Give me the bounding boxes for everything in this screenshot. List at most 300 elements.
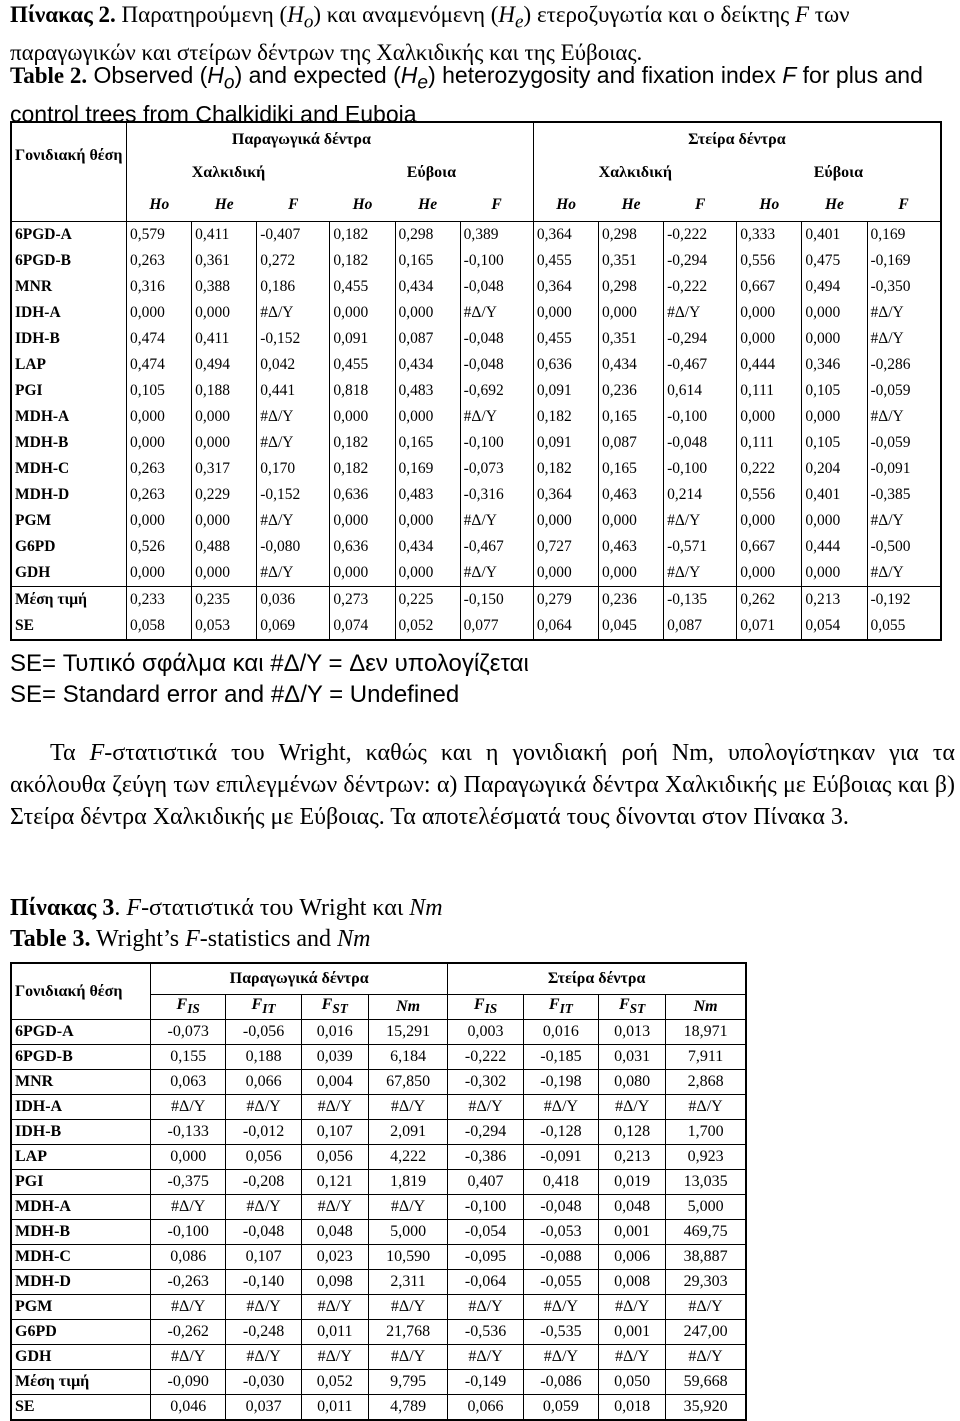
value-cell: 0,155 xyxy=(151,1045,226,1070)
value-cell: 0,000 xyxy=(330,404,395,430)
value-cell: 0,000 xyxy=(598,300,663,326)
value-cell: 247,00 xyxy=(666,1320,746,1345)
value-cell: -0,073 xyxy=(151,1020,226,1045)
value-cell: 0,000 xyxy=(737,560,802,587)
stat-header: He xyxy=(824,196,844,213)
value-cell: 1,819 xyxy=(368,1170,448,1195)
value-cell: -0,073 xyxy=(460,456,533,482)
locus-cell: SE xyxy=(11,613,127,640)
value-cell: -0,222 xyxy=(448,1045,523,1070)
value-cell: #Δ/Y xyxy=(664,300,737,326)
stat-subscript: IS xyxy=(484,1001,498,1017)
value-cell: 0,087 xyxy=(395,326,460,352)
value-cell: 0,058 xyxy=(127,613,192,640)
value-cell: #Δ/Y xyxy=(257,300,330,326)
value-cell: -0,135 xyxy=(664,587,737,614)
value-cell: -0,152 xyxy=(257,482,330,508)
value-cell: -0,198 xyxy=(523,1070,598,1095)
value-cell: #Δ/Y xyxy=(666,1095,746,1120)
locus-cell: 6PGD-A xyxy=(11,222,127,249)
value-cell: -0,150 xyxy=(460,587,533,614)
value-cell: 0,000 xyxy=(127,300,192,326)
value-cell: 0,351 xyxy=(598,248,663,274)
table3-header-group-row xyxy=(11,963,746,995)
value-cell: 0,001 xyxy=(599,1220,666,1245)
table-row xyxy=(11,1295,746,1320)
value-cell: 0,165 xyxy=(598,404,663,430)
value-cell: 0,455 xyxy=(533,326,598,352)
value-cell: 18,971 xyxy=(666,1020,746,1045)
table-row xyxy=(11,1070,746,1095)
value-cell: -0,192 xyxy=(867,587,941,614)
value-cell: 0,263 xyxy=(127,456,192,482)
caption-label: Πίνακας 2. xyxy=(10,2,116,27)
value-cell: 0,001 xyxy=(599,1320,666,1345)
group-control-header: Στείρα δέντρα xyxy=(448,963,746,995)
value-cell: 0,054 xyxy=(802,613,867,640)
value-cell: 0,000 xyxy=(330,300,395,326)
table-row xyxy=(11,1195,746,1220)
value-cell: -0,048 xyxy=(523,1195,598,1220)
value-cell: 0,441 xyxy=(257,378,330,404)
value-cell: 0,667 xyxy=(737,534,802,560)
table-row xyxy=(11,1120,746,1145)
value-cell: 0,052 xyxy=(395,613,460,640)
stat-symbol: F xyxy=(176,996,188,1014)
value-cell: 0,434 xyxy=(395,274,460,300)
corner-header: Γονιδιακή θέση xyxy=(11,122,127,189)
value-cell: 0,011 xyxy=(301,1320,368,1345)
table-row xyxy=(11,378,941,404)
locus-cell: 6PGD-B xyxy=(11,248,127,274)
table2-caption-greek: Πίνακας 2. Παρατηρούμενη $(H_o)$ και αναμενόμενη $(H_e)$ ετεροζυγωτία και ο δείκτης F των παραγωγικών και στείρων δέντρων της Χαλκιδικής και της Εύβοιας. xyxy=(10,2,850,65)
value-cell: -0,064 xyxy=(448,1270,523,1295)
value-cell: -0,248 xyxy=(226,1320,301,1345)
value-cell: 0,000 xyxy=(598,508,663,534)
stat-header: F xyxy=(491,196,502,213)
value-cell: 0,165 xyxy=(598,456,663,482)
table2-caption-english: Table 2. Observed $(H_o)$ and expected $(H_e)$ heterozygosity and fixation index F for plus and control trees from Chalkidiki and Euboia xyxy=(10,62,923,127)
value-cell: -0,048 xyxy=(460,274,533,300)
value-cell: 0,000 xyxy=(802,300,867,326)
stat-symbol: F xyxy=(473,996,485,1014)
value-cell: 0,186 xyxy=(257,274,330,300)
table-row xyxy=(11,1320,746,1345)
value-cell: 6,184 xyxy=(368,1045,448,1070)
value-cell: 0,636 xyxy=(330,482,395,508)
value-cell: 0,346 xyxy=(802,352,867,378)
table-row xyxy=(11,352,941,378)
value-cell: 0,556 xyxy=(737,482,802,508)
value-cell: -0,350 xyxy=(867,274,941,300)
value-cell: -0,054 xyxy=(448,1220,523,1245)
value-cell: 38,887 xyxy=(666,1245,746,1270)
value-cell: #Δ/Y xyxy=(368,1345,448,1370)
value-cell: 0,214 xyxy=(664,482,737,508)
value-cell: 0,667 xyxy=(737,274,802,300)
value-cell: 0,364 xyxy=(533,274,598,300)
value-cell: 0,000 xyxy=(127,560,192,587)
value-cell: -0,536 xyxy=(448,1320,523,1345)
value-cell: 0,182 xyxy=(533,456,598,482)
value-cell: 0,411 xyxy=(192,222,257,249)
value-cell: 0,042 xyxy=(257,352,330,378)
value-cell: #Δ/Y xyxy=(599,1345,666,1370)
stat-header: Ho xyxy=(149,196,170,213)
value-cell: 0,052 xyxy=(301,1370,368,1395)
stat-symbol: F xyxy=(251,996,263,1014)
value-cell: 29,303 xyxy=(666,1270,746,1295)
value-cell: 0,434 xyxy=(598,352,663,378)
value-cell: 0,000 xyxy=(802,508,867,534)
group-control-header: Στείρα δέντρα xyxy=(533,122,941,156)
value-cell: 0,004 xyxy=(301,1070,368,1095)
value-cell: 0,236 xyxy=(598,587,663,614)
value-cell: #Δ/Y xyxy=(226,1195,301,1220)
value-cell: 0,434 xyxy=(395,534,460,560)
value-cell: 0,048 xyxy=(301,1220,368,1245)
value-cell: -0,294 xyxy=(664,248,737,274)
value-cell: 0,023 xyxy=(301,1245,368,1270)
value-cell: #Δ/Y xyxy=(448,1095,523,1120)
locus-cell: PGI xyxy=(11,1170,151,1195)
value-cell: 0,000 xyxy=(192,560,257,587)
value-cell: #Δ/Y xyxy=(664,508,737,534)
table2 xyxy=(10,121,942,641)
value-cell: #Δ/Y xyxy=(226,1095,301,1120)
value-cell: #Δ/Y xyxy=(460,560,533,587)
value-cell: 0,182 xyxy=(330,430,395,456)
site-header: Χαλκιδική xyxy=(191,163,266,181)
value-cell: -0,407 xyxy=(257,222,330,249)
table-row xyxy=(11,534,941,560)
value-cell: 0,818 xyxy=(330,378,395,404)
table2-notes xyxy=(10,648,529,710)
value-cell: 0,351 xyxy=(598,326,663,352)
value-cell: 0,233 xyxy=(127,587,192,614)
value-cell: 0,169 xyxy=(395,456,460,482)
value-cell: 0,087 xyxy=(598,430,663,456)
value-cell: -0,100 xyxy=(460,248,533,274)
value-cell: 0,298 xyxy=(598,274,663,300)
table-row xyxy=(11,1020,746,1045)
table-row xyxy=(11,326,941,352)
table-row xyxy=(11,1345,746,1370)
value-cell: 0,389 xyxy=(460,222,533,249)
value-cell: -0,100 xyxy=(448,1195,523,1220)
value-cell: #Δ/Y xyxy=(257,404,330,430)
value-cell: -0,100 xyxy=(664,404,737,430)
value-cell: 0,074 xyxy=(330,613,395,640)
value-cell: 0,056 xyxy=(301,1145,368,1170)
locus-cell: Μέση τιμή xyxy=(11,587,127,614)
value-cell: #Δ/Y xyxy=(226,1295,301,1320)
value-cell: 0,182 xyxy=(330,222,395,249)
value-cell: 0,556 xyxy=(737,248,802,274)
value-cell: #Δ/Y xyxy=(867,300,941,326)
value-cell: 0,000 xyxy=(533,300,598,326)
value-cell: 1,700 xyxy=(666,1120,746,1145)
value-cell: -0,316 xyxy=(460,482,533,508)
value-cell: #Δ/Y xyxy=(151,1195,226,1220)
value-cell: 0,165 xyxy=(395,430,460,456)
value-cell: -0,263 xyxy=(151,1270,226,1295)
table-row xyxy=(11,430,941,456)
value-cell: #Δ/Y xyxy=(448,1345,523,1370)
table-row xyxy=(11,1270,746,1295)
value-cell: 0,923 xyxy=(666,1145,746,1170)
value-cell: 0,000 xyxy=(330,508,395,534)
value-cell: 0,463 xyxy=(598,534,663,560)
locus-cell: MDH-C xyxy=(11,456,127,482)
table-row xyxy=(11,1395,746,1421)
value-cell: 0,407 xyxy=(448,1170,523,1195)
stat-header xyxy=(301,995,368,1020)
value-cell: -0,467 xyxy=(460,534,533,560)
value-cell: 0,298 xyxy=(395,222,460,249)
value-cell: 0,059 xyxy=(523,1395,598,1421)
locus-cell: G6PD xyxy=(11,1320,151,1345)
stat-header xyxy=(368,995,448,1020)
value-cell: 15,291 xyxy=(368,1020,448,1045)
value-cell: 35,920 xyxy=(666,1395,746,1421)
value-cell: 0,188 xyxy=(192,378,257,404)
value-cell: -0,053 xyxy=(523,1220,598,1245)
value-cell: 0,105 xyxy=(802,430,867,456)
value-cell: 0,263 xyxy=(127,482,192,508)
value-cell: -0,055 xyxy=(523,1270,598,1295)
value-cell: -0,048 xyxy=(226,1220,301,1245)
value-cell: 0,091 xyxy=(533,430,598,456)
stat-header xyxy=(448,995,523,1020)
table-row xyxy=(11,1245,746,1270)
value-cell: #Δ/Y xyxy=(867,560,941,587)
stat-symbol: F xyxy=(321,996,333,1014)
value-cell: 0,182 xyxy=(330,456,395,482)
stat-symbol: F xyxy=(548,996,560,1014)
value-cell: 0,364 xyxy=(533,222,598,249)
table-row xyxy=(11,587,941,614)
value-cell: #Δ/Y xyxy=(368,1295,448,1320)
value-cell: 0,213 xyxy=(599,1145,666,1170)
table3-caption-greek: Πίνακας 3. F-στατιστικά του Wright και Nm xyxy=(10,895,443,921)
value-cell: 0,222 xyxy=(737,456,802,482)
value-cell: 0,165 xyxy=(395,248,460,274)
value-cell: 0,011 xyxy=(301,1395,368,1421)
value-cell: 0,444 xyxy=(737,352,802,378)
table-row xyxy=(11,1045,746,1070)
value-cell: 0,000 xyxy=(192,404,257,430)
value-cell: -0,100 xyxy=(460,430,533,456)
value-cell: 0,036 xyxy=(257,587,330,614)
value-cell: 0,105 xyxy=(127,378,192,404)
value-cell: -0,386 xyxy=(448,1145,523,1170)
value-cell: 0,091 xyxy=(533,378,598,404)
value-cell: 0,019 xyxy=(599,1170,666,1195)
value-cell: 0,298 xyxy=(598,222,663,249)
value-cell: -0,286 xyxy=(867,352,941,378)
stat-header xyxy=(599,995,666,1020)
value-cell: 0,262 xyxy=(737,587,802,614)
value-cell: 0,229 xyxy=(192,482,257,508)
stat-subscript: ST xyxy=(332,1001,348,1017)
value-cell: #Δ/Y xyxy=(460,404,533,430)
table2-header-site-row xyxy=(11,156,941,189)
stat-header: F xyxy=(695,196,706,213)
value-cell: #Δ/Y xyxy=(523,1295,598,1320)
value-cell: 0,483 xyxy=(395,482,460,508)
value-cell: 0,317 xyxy=(192,456,257,482)
locus-cell: MDH-B xyxy=(11,1220,151,1245)
value-cell: 0,434 xyxy=(395,352,460,378)
value-cell: 0,066 xyxy=(448,1395,523,1421)
value-cell: -0,208 xyxy=(226,1170,301,1195)
table-row xyxy=(11,222,941,249)
value-cell: 0,182 xyxy=(533,404,598,430)
value-cell: -0,091 xyxy=(523,1145,598,1170)
value-cell: 0,046 xyxy=(151,1395,226,1421)
stat-header: Ho xyxy=(352,196,373,213)
value-cell: 0,098 xyxy=(301,1270,368,1295)
value-cell: -0,128 xyxy=(523,1120,598,1145)
stat-header xyxy=(151,995,226,1020)
value-cell: #Δ/Y xyxy=(301,1345,368,1370)
value-cell: 0,013 xyxy=(599,1020,666,1045)
value-cell: 0,086 xyxy=(151,1245,226,1270)
value-cell: -0,294 xyxy=(664,326,737,352)
value-cell: 0,056 xyxy=(226,1145,301,1170)
value-cell: 0,121 xyxy=(301,1170,368,1195)
value-cell: 13,035 xyxy=(666,1170,746,1195)
value-cell: #Δ/Y xyxy=(368,1195,448,1220)
value-cell: #Δ/Y xyxy=(257,508,330,534)
value-cell: 0,188 xyxy=(226,1045,301,1070)
locus-cell: PGM xyxy=(11,1295,151,1320)
value-cell: 0,091 xyxy=(330,326,395,352)
value-cell: 0,000 xyxy=(598,560,663,587)
table-row xyxy=(11,1170,746,1195)
value-cell: #Δ/Y xyxy=(523,1345,598,1370)
locus-cell: MDH-D xyxy=(11,482,127,508)
value-cell: 0,474 xyxy=(127,352,192,378)
value-cell: 0,000 xyxy=(395,300,460,326)
value-cell: -0,692 xyxy=(460,378,533,404)
value-cell: 0,111 xyxy=(737,378,802,404)
table-row xyxy=(11,274,941,300)
value-cell: 0,401 xyxy=(802,482,867,508)
value-cell: 0,455 xyxy=(330,274,395,300)
value-cell: -0,100 xyxy=(151,1220,226,1245)
value-cell: 0,039 xyxy=(301,1045,368,1070)
value-cell: -0,090 xyxy=(151,1370,226,1395)
value-cell: -0,149 xyxy=(448,1370,523,1395)
value-cell: 0,003 xyxy=(448,1020,523,1045)
value-cell: 0,000 xyxy=(395,560,460,587)
site-header: Εύβοια xyxy=(813,163,864,181)
stat-subscript: IS xyxy=(187,1001,200,1017)
value-cell: 67,850 xyxy=(368,1070,448,1095)
stat-header: Ho xyxy=(759,196,780,213)
value-cell: -0,133 xyxy=(151,1120,226,1145)
value-cell: 0,064 xyxy=(533,613,598,640)
value-cell: -0,048 xyxy=(460,352,533,378)
value-cell: 0,273 xyxy=(330,587,395,614)
value-cell: 0,000 xyxy=(395,404,460,430)
value-cell: -0,048 xyxy=(460,326,533,352)
locus-cell: SE xyxy=(11,1395,151,1421)
value-cell: 7,911 xyxy=(666,1045,746,1070)
value-cell: 0,236 xyxy=(598,378,663,404)
locus-cell: MDH-A xyxy=(11,1195,151,1220)
value-cell: 0,263 xyxy=(127,248,192,274)
value-cell: 0,418 xyxy=(523,1170,598,1195)
table3 xyxy=(10,962,747,1421)
value-cell: 0,000 xyxy=(192,300,257,326)
caption-label: Table 2. xyxy=(10,63,88,88)
value-cell: 0,474 xyxy=(127,326,192,352)
value-cell: #Δ/Y xyxy=(257,430,330,456)
value-cell: 0,000 xyxy=(737,326,802,352)
value-cell: 0,388 xyxy=(192,274,257,300)
value-cell: #Δ/Y xyxy=(301,1195,368,1220)
value-cell: 2,311 xyxy=(368,1270,448,1295)
corner-header: Γονιδιακή θέση xyxy=(11,963,151,1020)
table-row xyxy=(11,1145,746,1170)
table2-header-stat-row xyxy=(11,189,941,222)
value-cell: 0,455 xyxy=(330,352,395,378)
value-cell: #Δ/Y xyxy=(151,1095,226,1120)
value-cell: 0,050 xyxy=(599,1370,666,1395)
value-cell: 0,016 xyxy=(523,1020,598,1045)
value-cell: -0,088 xyxy=(523,1245,598,1270)
value-cell: #Δ/Y xyxy=(523,1095,598,1120)
value-cell: 0,018 xyxy=(599,1395,666,1421)
value-cell: 0,000 xyxy=(802,404,867,430)
locus-cell: IDH-A xyxy=(11,1095,151,1120)
value-cell: 0,169 xyxy=(867,222,941,249)
value-cell: -0,535 xyxy=(523,1320,598,1345)
blank-header-cell xyxy=(11,189,127,222)
value-cell: 0,494 xyxy=(192,352,257,378)
value-cell: 0,000 xyxy=(737,300,802,326)
value-cell: 0,614 xyxy=(664,378,737,404)
locus-cell: MDH-B xyxy=(11,430,127,456)
value-cell: 0,077 xyxy=(460,613,533,640)
value-cell: 0,111 xyxy=(737,430,802,456)
locus-cell: 6PGD-A xyxy=(11,1020,151,1045)
value-cell: 0,579 xyxy=(127,222,192,249)
value-cell: 0,008 xyxy=(599,1270,666,1295)
locus-cell: MDH-C xyxy=(11,1245,151,1270)
value-cell: 0,069 xyxy=(257,613,330,640)
value-cell: -0,294 xyxy=(448,1120,523,1145)
value-cell: 0,204 xyxy=(802,456,867,482)
value-cell: #Δ/Y xyxy=(460,300,533,326)
site-header: Εύβοια xyxy=(406,163,457,181)
stat-subscript: IT xyxy=(262,1001,276,1017)
value-cell: 0,063 xyxy=(151,1070,226,1095)
body-paragraph: Τα F-στατιστικά του Wright, καθώς και η γονιδιακή ροή Nm, υπολογίστηκαν για τα ακόλουθα ζεύγη των επιλεγμένων δέντρων: α) Παραγωγικά δέντρα Χαλκιδικής με Εύβοιας και β) Στείρα δέντρα Χαλκιδικής με Εύβοιας. Τα αποτελέσματά τους δίνονται στον Πίνακα 3. xyxy=(10,740,955,830)
locus-cell: G6PD xyxy=(11,534,127,560)
value-cell: 0,000 xyxy=(802,560,867,587)
value-cell: 0,475 xyxy=(802,248,867,274)
table-row xyxy=(11,1220,746,1245)
value-cell: #Δ/Y xyxy=(448,1295,523,1320)
value-cell: 0,000 xyxy=(151,1145,226,1170)
value-cell: 0,048 xyxy=(599,1195,666,1220)
value-cell: 4,789 xyxy=(368,1395,448,1421)
value-cell: -0,467 xyxy=(664,352,737,378)
